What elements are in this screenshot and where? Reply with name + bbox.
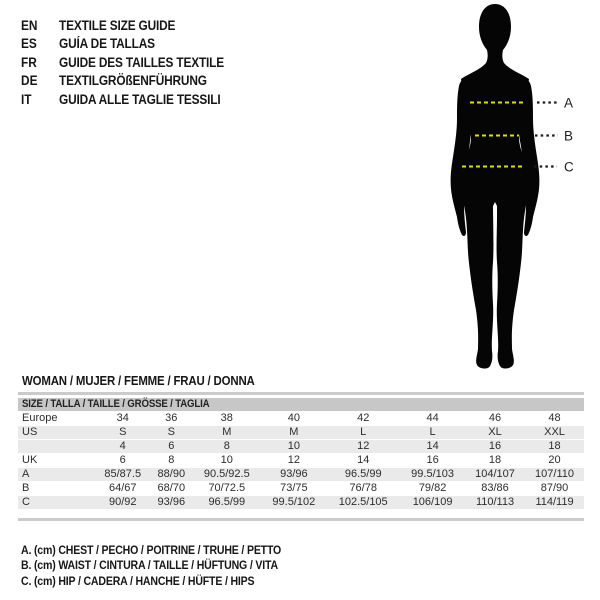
row-label: UK xyxy=(22,454,38,466)
size-cell: 42 xyxy=(357,412,370,424)
table-row-uk xyxy=(18,454,584,467)
size-cell: 93/96 xyxy=(261,468,326,481)
size-cell: 14 xyxy=(357,454,370,466)
size-cell: 18 xyxy=(488,454,502,466)
size-cell: 12 xyxy=(326,440,400,453)
size-cell: XL xyxy=(465,426,525,439)
marker-a-label: A xyxy=(564,95,574,111)
language-code: EN xyxy=(21,18,38,33)
table-row-waist xyxy=(18,482,584,495)
table-row-us-numeric xyxy=(18,440,584,453)
size-cell: 107/110 xyxy=(525,468,584,481)
size-cell: 99.5/102 xyxy=(261,496,326,509)
size-cell: 16 xyxy=(426,454,439,466)
size-cell: 46 xyxy=(488,412,502,424)
gender-label: WOMAN / MUJER / FEMME / FRAU / DONNA xyxy=(22,373,255,388)
size-cell: XXL xyxy=(525,426,584,439)
size-cell: 90.5/92.5 xyxy=(192,468,261,481)
size-cell: 104/107 xyxy=(465,468,525,481)
size-cell: 40 xyxy=(287,412,300,424)
marker-c-label: C xyxy=(564,159,574,175)
size-cell: S xyxy=(95,426,150,439)
size-cell: L xyxy=(400,426,465,439)
size-cell: 44 xyxy=(426,412,439,424)
size-table-header: SIZE / TALLA / TAILLE / GRÖSSE / TAGLIA xyxy=(18,398,584,411)
size-cell: 99.5/103 xyxy=(400,468,465,481)
size-cell: 93/96 xyxy=(150,496,192,509)
language-row xyxy=(21,91,247,109)
size-cell: 14 xyxy=(400,440,465,453)
size-cell: 16 xyxy=(465,440,525,453)
size-cell: 70/72.5 xyxy=(208,482,246,494)
size-cell: 6 xyxy=(119,454,126,466)
language-row xyxy=(21,54,247,72)
table-top-rule xyxy=(18,392,584,395)
language-title: GUIDE DES TAILLES TEXTILE xyxy=(59,54,225,70)
size-cell: 20 xyxy=(548,454,561,466)
table-bottom-rule xyxy=(18,518,584,521)
size-cell: 110/113 xyxy=(465,496,525,509)
size-cell: 48 xyxy=(548,412,561,424)
woman-body-silhouette xyxy=(460,4,529,369)
size-table xyxy=(18,397,584,510)
size-cell: 68/70 xyxy=(157,482,186,494)
size-cell: 34 xyxy=(116,412,129,424)
size-cell: 64/67 xyxy=(108,482,137,494)
size-cell: 76/78 xyxy=(349,482,377,494)
language-code: DE xyxy=(21,73,38,89)
size-table-header-row xyxy=(18,398,584,411)
row-label xyxy=(18,440,95,453)
row-label: A xyxy=(18,468,95,481)
size-cell: 90/92 xyxy=(95,496,150,509)
size-cell: M xyxy=(192,426,261,439)
size-cell: 18 xyxy=(525,440,584,453)
size-cell: 10 xyxy=(220,454,233,466)
size-cell: 4 xyxy=(95,440,150,453)
table-row-us-letter xyxy=(18,426,584,439)
size-cell: 96.5/99 xyxy=(192,496,261,509)
row-label: Europe xyxy=(22,412,58,424)
language-row xyxy=(21,17,247,35)
size-cell: 8 xyxy=(168,454,175,466)
measurement-legend xyxy=(21,543,317,589)
language-title: TEXTILE SIZE GUIDE xyxy=(59,18,176,33)
woman-silhouette-figure xyxy=(430,0,580,375)
size-cell: 36 xyxy=(165,412,178,424)
table-row-hip xyxy=(18,496,584,509)
row-label: C xyxy=(18,496,95,509)
row-label: B xyxy=(22,482,30,494)
size-cell: 85/87.5 xyxy=(95,468,150,481)
size-cell: M xyxy=(261,426,326,439)
table-row-europe xyxy=(18,412,584,425)
legend-hip-line: C. (cm) HIP / CADERA / HANCHE / HÜFTE / HIPS xyxy=(21,573,255,588)
size-cell: 83/86 xyxy=(481,482,509,494)
language-row xyxy=(21,35,247,53)
size-cell: 114/119 xyxy=(525,496,584,509)
language-code: ES xyxy=(21,36,37,52)
size-cell: 102.5/105 xyxy=(326,496,400,509)
legend-waist-line: B. (cm) WAIST / CINTURA / TAILLE / HÜFTUNG / VITA xyxy=(21,558,278,573)
size-cell: S xyxy=(150,426,192,439)
marker-b-label: B xyxy=(564,128,574,144)
size-cell: 87/90 xyxy=(540,482,569,494)
size-cell: 79/82 xyxy=(418,482,447,494)
size-cell: 8 xyxy=(192,440,261,453)
language-code: IT xyxy=(21,91,32,107)
size-cell: 106/109 xyxy=(400,496,465,509)
size-cell: 6 xyxy=(150,440,192,453)
language-title: GUÍA DE TALLAS xyxy=(59,36,155,52)
size-cell: 10 xyxy=(261,440,326,453)
language-list xyxy=(21,17,247,109)
row-label: US xyxy=(18,426,95,439)
language-row xyxy=(21,72,247,90)
size-cell: L xyxy=(326,426,400,439)
language-code: FR xyxy=(21,54,37,70)
language-title: TEXTILGRÖßENFÜHRUNG xyxy=(59,73,207,89)
language-title: GUIDA ALLE TAGLIE TESSILI xyxy=(59,91,221,107)
size-cell: 96.5/99 xyxy=(326,468,400,481)
size-cell: 12 xyxy=(287,454,300,466)
table-row-chest xyxy=(18,468,584,481)
legend-chest-line: A. (cm) CHEST / PECHO / POITRINE / TRUHE / PETTO xyxy=(21,543,282,557)
size-cell: 73/75 xyxy=(280,482,308,494)
size-cell: 38 xyxy=(220,412,233,424)
size-cell: 88/90 xyxy=(150,468,192,481)
